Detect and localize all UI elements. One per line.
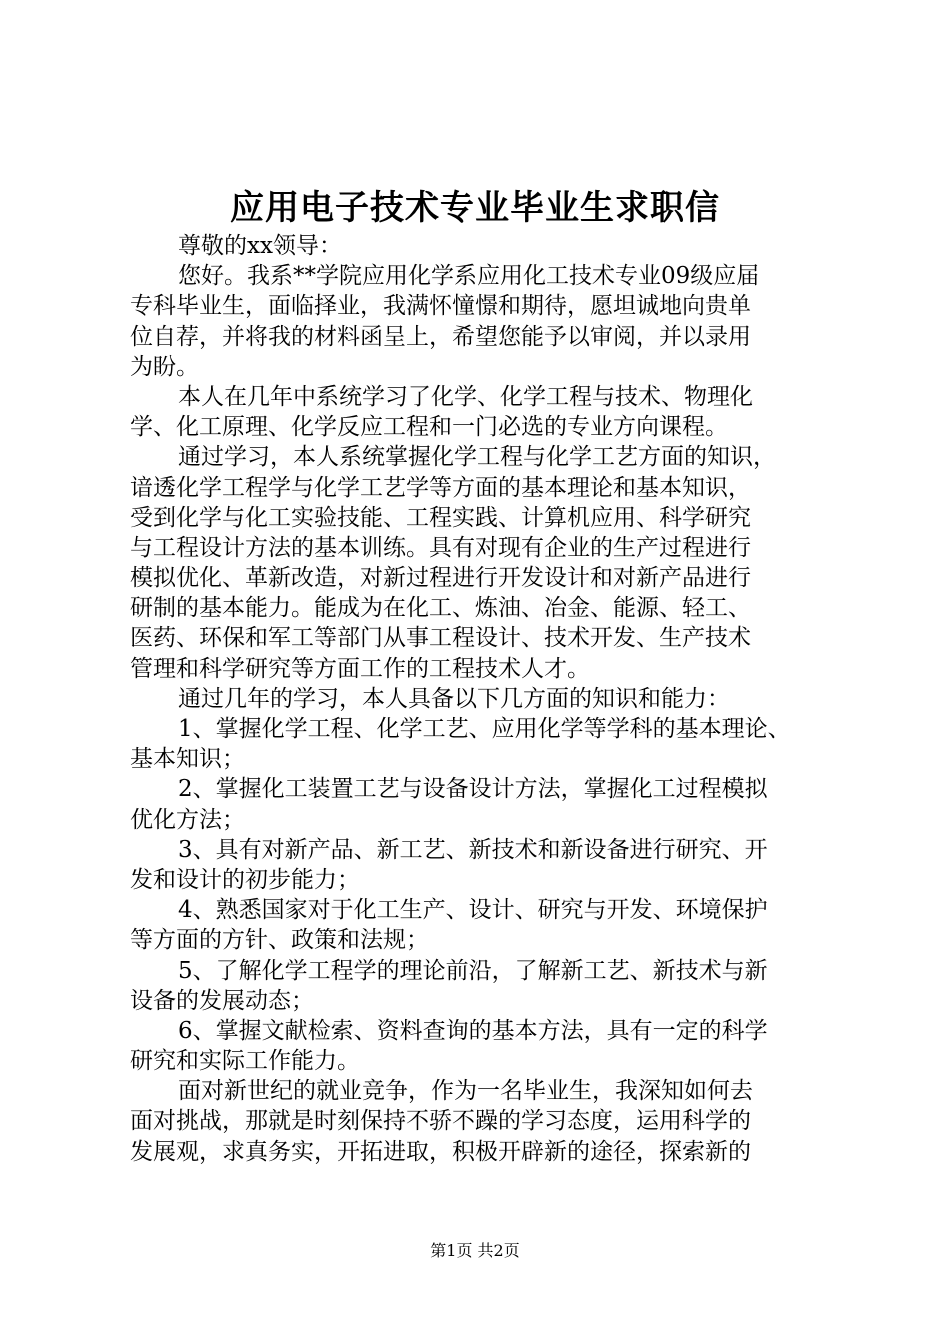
paragraph-line: 医药、环保和军工等部门从事工程设计、技术开发、生产技术 xyxy=(130,625,751,652)
paragraph-line: 模拟优化、革新改造，对新过程进行开发设计和对新产品进行 xyxy=(130,565,751,592)
paragraph-line: 位自荐，并将我的材料函呈上，希望您能予以审阅，并以录用 xyxy=(130,323,751,350)
paragraph-line: 研制的基本能力。能成为在化工、炼油、冶金、能源、轻工、 xyxy=(130,595,751,622)
paragraph-line: 面对新世纪的就业竞争，作为一名毕业生，我深知如何去 xyxy=(178,1078,753,1105)
paragraph-line: 受到化学与化工实验技能、工程实践、计算机应用、科学研究 xyxy=(130,504,751,531)
paragraph-line: 为盼。 xyxy=(130,353,199,380)
list-item-line: 1、掌握化学工程、化学工艺、应用化学等学科的基本理论、 xyxy=(178,716,791,742)
paragraph-line: 通过几年的学习，本人具备以下几方面的知识和能力： xyxy=(178,685,730,712)
paragraph-line: 发展观，求真务实，开拓进取，积极开辟新的途径，探索新的 xyxy=(130,1138,751,1165)
paragraph-line: 谙透化学工程学与化学工艺学等方面的基本理论和基本知识， xyxy=(130,474,751,501)
paragraph-line: 专科毕业生，面临择业，我满怀憧憬和期待，愿坦诚地向贵单 xyxy=(130,293,751,320)
salutation-line: 尊敬的xx领导： xyxy=(178,233,342,259)
list-item-line: 等方面的方针、政策和法规； xyxy=(130,927,429,954)
list-item-line: 基本知识； xyxy=(130,746,245,773)
document-title: 应用电子技术专业毕业生求职信 xyxy=(230,188,720,228)
list-item-line: 设备的发展动态； xyxy=(130,987,314,1014)
paragraph-line: 学、化工原理、化学反应工程和一门必选的专业方向课程。 xyxy=(130,414,728,441)
list-item-line: 6、掌握文献检索、资料查询的基本方法，具有一定的科学 xyxy=(178,1017,768,1044)
paragraph-line: 面对挑战，那就是时刻保持不骄不躁的学习态度，运用科学的 xyxy=(130,1108,751,1135)
paragraph-line: 本人在几年中系统学习了化学、化学工程与技术、物理化 xyxy=(178,383,753,410)
list-item-line: 发和设计的初步能力； xyxy=(130,866,360,893)
paragraph-line: 通过学习，本人系统掌握化学工程与化学工艺方面的知识， xyxy=(178,444,776,471)
paragraph-line: 您好。我系**学院应用化学系应用化工技术专业09级应届 xyxy=(178,263,760,290)
document-body xyxy=(130,231,835,1167)
list-item-line: 研究和实际工作能力。 xyxy=(130,1048,360,1075)
list-item-line: 5、了解化学工程学的理论前沿，了解新工艺、新技术与新 xyxy=(178,957,768,984)
list-item-line: 优化方法； xyxy=(130,806,245,833)
paragraph-line: 与工程设计方法的基本训练。具有对现有企业的生产过程进行 xyxy=(130,534,751,561)
paragraph-line: 管理和科学研究等方面工作的工程技术人才。 xyxy=(130,655,590,682)
list-item-line: 2、掌握化工装置工艺与设备设计方法，掌握化工过程模拟 xyxy=(178,776,768,803)
list-item-line: 3、具有对新产品、新工艺、新技术和新设备进行研究、开 xyxy=(178,836,768,863)
list-item-line: 4、熟悉国家对于化工生产、设计、研究与开发、环境保护 xyxy=(178,897,768,924)
page-footer: 第1页 共2页 xyxy=(430,1241,520,1260)
